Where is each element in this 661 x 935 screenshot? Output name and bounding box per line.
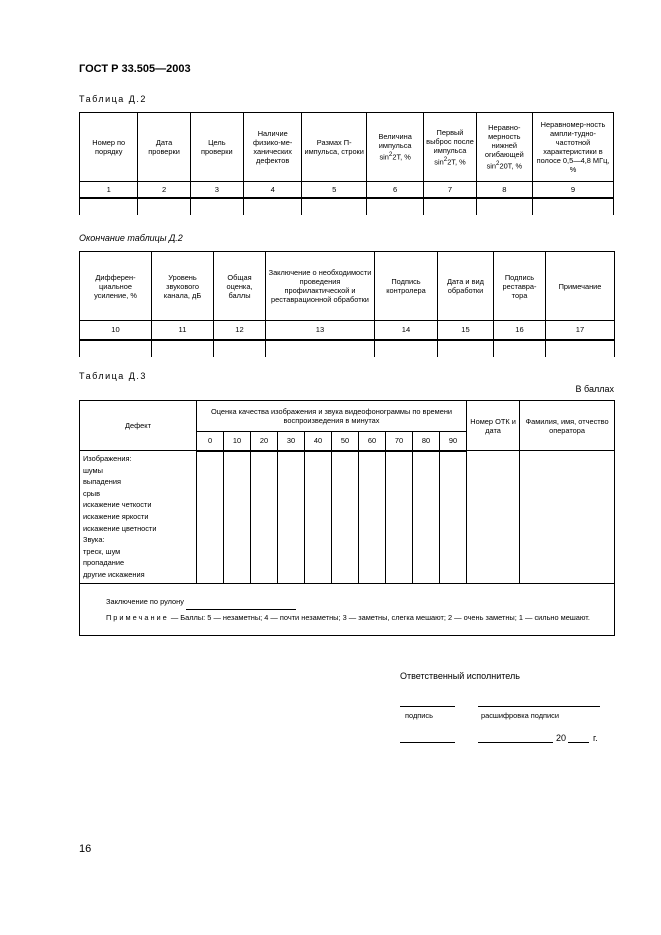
column-number: 6	[366, 182, 423, 198]
empty-cell	[278, 451, 305, 584]
empty-cell	[305, 451, 332, 584]
column-number: 13	[266, 321, 375, 340]
empty-cell	[190, 198, 243, 215]
minute-cell: 80	[413, 432, 440, 451]
year-suffix: г.	[593, 733, 598, 743]
column-number: 8	[476, 182, 532, 198]
empty-cell	[424, 198, 476, 215]
column-number: 14	[375, 321, 438, 340]
conclusion-line	[86, 594, 608, 610]
empty-cell	[375, 340, 438, 357]
defect-item: выпадения	[83, 477, 121, 487]
col-header: Примечание	[546, 252, 615, 321]
empty-cell	[467, 451, 520, 584]
col-header: Размах П-импульса, строки	[302, 113, 367, 182]
conclusion-label: Заключение по рулону	[106, 596, 184, 606]
column-number: 5	[302, 182, 367, 198]
defect-item: искажение яркости	[83, 511, 149, 521]
day-month-line	[478, 742, 553, 743]
defects-list	[80, 451, 197, 584]
minute-cell: 30	[278, 432, 305, 451]
col-header: Уровень звукового канала, дБ	[152, 252, 214, 321]
col-header: Подпись контролера	[375, 252, 438, 321]
empty-cell	[332, 451, 359, 584]
note-text: — Баллы: 5 — незаметны; 4 — почти незаметны; 3 — заметны, слегка мешают; 2 — очень заметны; 1 — сильно мешают.	[170, 612, 590, 622]
col-header-otk: Номер ОТК и дата	[467, 401, 520, 451]
column-number: 2	[138, 182, 190, 198]
table-d3-caption: Таблица Д.3	[79, 371, 147, 381]
table-d2-number-row	[80, 182, 614, 198]
column-number: 16	[494, 321, 546, 340]
note-label: Примечание	[106, 612, 169, 622]
empty-cell	[224, 451, 251, 584]
minute-cell: 10	[224, 432, 251, 451]
column-number: 11	[152, 321, 214, 340]
defect-item: срыв	[83, 488, 101, 498]
col-header: Общая оценка, баллы	[214, 252, 266, 321]
empty-cell	[359, 451, 386, 584]
empty-cell	[440, 451, 467, 584]
empty-cell	[476, 198, 532, 215]
defect-item: другие искажения	[83, 569, 145, 579]
col-header: Первый выброс после импульса $\sin^22T$, %	[424, 113, 476, 182]
signature-label: подпись	[405, 711, 433, 720]
minute-cell: 60	[359, 432, 386, 451]
defect-item: искажение четкости	[83, 500, 152, 510]
empty-cell	[266, 340, 375, 357]
col-header: Номер по порядку	[80, 113, 138, 182]
decode-line	[478, 706, 600, 707]
year-line	[568, 742, 589, 743]
signature-title: Ответственный исполнитель	[400, 671, 520, 681]
table-d2-end-caption: Окончание таблицы Д.2	[79, 233, 183, 243]
defect-item: шумы	[83, 465, 103, 475]
empty-cell	[152, 340, 214, 357]
column-number: 17	[546, 321, 615, 340]
empty-cell	[80, 198, 138, 215]
empty-cell	[138, 198, 190, 215]
defect-item: пропадание	[83, 558, 125, 568]
note-line	[86, 610, 608, 625]
minute-cell: 20	[251, 432, 278, 451]
conclusion-cell	[80, 583, 615, 635]
defect-item: Изображения:	[83, 454, 132, 463]
col-header: Дата и вид обработки	[438, 252, 494, 321]
date-line	[400, 742, 455, 743]
column-number: 1	[80, 182, 138, 198]
empty-cell	[214, 340, 266, 357]
column-number: 15	[438, 321, 494, 340]
decode-label: расшифровка подписи	[481, 711, 559, 720]
defect-item: искажение цветности	[83, 523, 157, 533]
empty-cell	[302, 198, 367, 215]
table-d3-header-row	[80, 401, 615, 432]
empty-cell	[243, 198, 301, 215]
empty-cell	[366, 198, 423, 215]
col-header: Величина импульса $\sin^22T$, %	[366, 113, 423, 182]
page-number: 16	[79, 843, 92, 855]
empty-cell	[520, 451, 615, 584]
table-d2-caption: Таблица Д.2	[79, 94, 147, 104]
col-header: Наличие физико-ме-ханических дефектов	[243, 113, 301, 182]
column-number: 3	[190, 182, 243, 198]
defect-item: треск, шум	[83, 546, 121, 556]
col-header: Неравномер-ность ампли-тудно-частотной характеристики в полосе 0,5—4,8 МГц, %	[532, 113, 613, 182]
col-header-operator: Фамилия, имя, отчество оператора	[520, 401, 615, 451]
column-number: 4	[243, 182, 301, 198]
empty-cell	[197, 451, 224, 584]
table-d3-conclusion-row	[80, 583, 615, 635]
empty-cell	[494, 340, 546, 357]
minute-cell: 0	[197, 432, 224, 451]
col-header: Заключение о необходимости проведения профилактической и реставрационной обработки	[266, 252, 375, 321]
col-header-rating: Оценка качества изображения и звука видеофонограммы по времени воспроизведения в минутах	[197, 401, 467, 432]
table-d3-defects-row	[80, 451, 615, 584]
column-number: 9	[532, 182, 613, 198]
minute-cell: 70	[386, 432, 413, 451]
minute-cell: 90	[440, 432, 467, 451]
year-prefix: 20	[556, 733, 567, 743]
table-d3-unit-note: В баллах	[575, 384, 614, 394]
column-number: 12	[214, 321, 266, 340]
column-number: 7	[424, 182, 476, 198]
empty-cell	[532, 198, 613, 215]
table-d2	[79, 112, 614, 215]
table-d2-end-number-row	[80, 321, 615, 340]
col-header: Дата проверки	[138, 113, 190, 182]
table-d2-end-empty-row	[80, 340, 615, 357]
col-header: Неравно-мерность нижней огибающей $\sin^220T$, %	[476, 113, 532, 182]
table-d2-end	[79, 251, 615, 357]
signature-line	[400, 706, 455, 707]
document-header: ГОСТ Р 33.505—2003	[79, 63, 191, 75]
table-d3	[79, 400, 615, 636]
minute-cell: 50	[332, 432, 359, 451]
empty-cell	[386, 451, 413, 584]
col-header: Цель проверки	[190, 113, 243, 182]
table-d2-end-header-row	[80, 252, 615, 321]
minute-cell: 40	[305, 432, 332, 451]
conclusion-blank	[186, 594, 296, 610]
empty-cell	[413, 451, 440, 584]
col-header: Дифферен-циальное усиление, %	[80, 252, 152, 321]
defect-item: Звука:	[83, 535, 105, 545]
table-d2-header-row	[80, 113, 614, 182]
col-header: Подпись реставра-тора	[494, 252, 546, 321]
empty-cell	[438, 340, 494, 357]
column-number: 10	[80, 321, 152, 340]
empty-cell	[251, 451, 278, 584]
col-header-defect: Дефект	[80, 401, 197, 451]
empty-cell	[80, 340, 152, 357]
table-d2-empty-row	[80, 198, 614, 215]
empty-cell	[546, 340, 615, 357]
